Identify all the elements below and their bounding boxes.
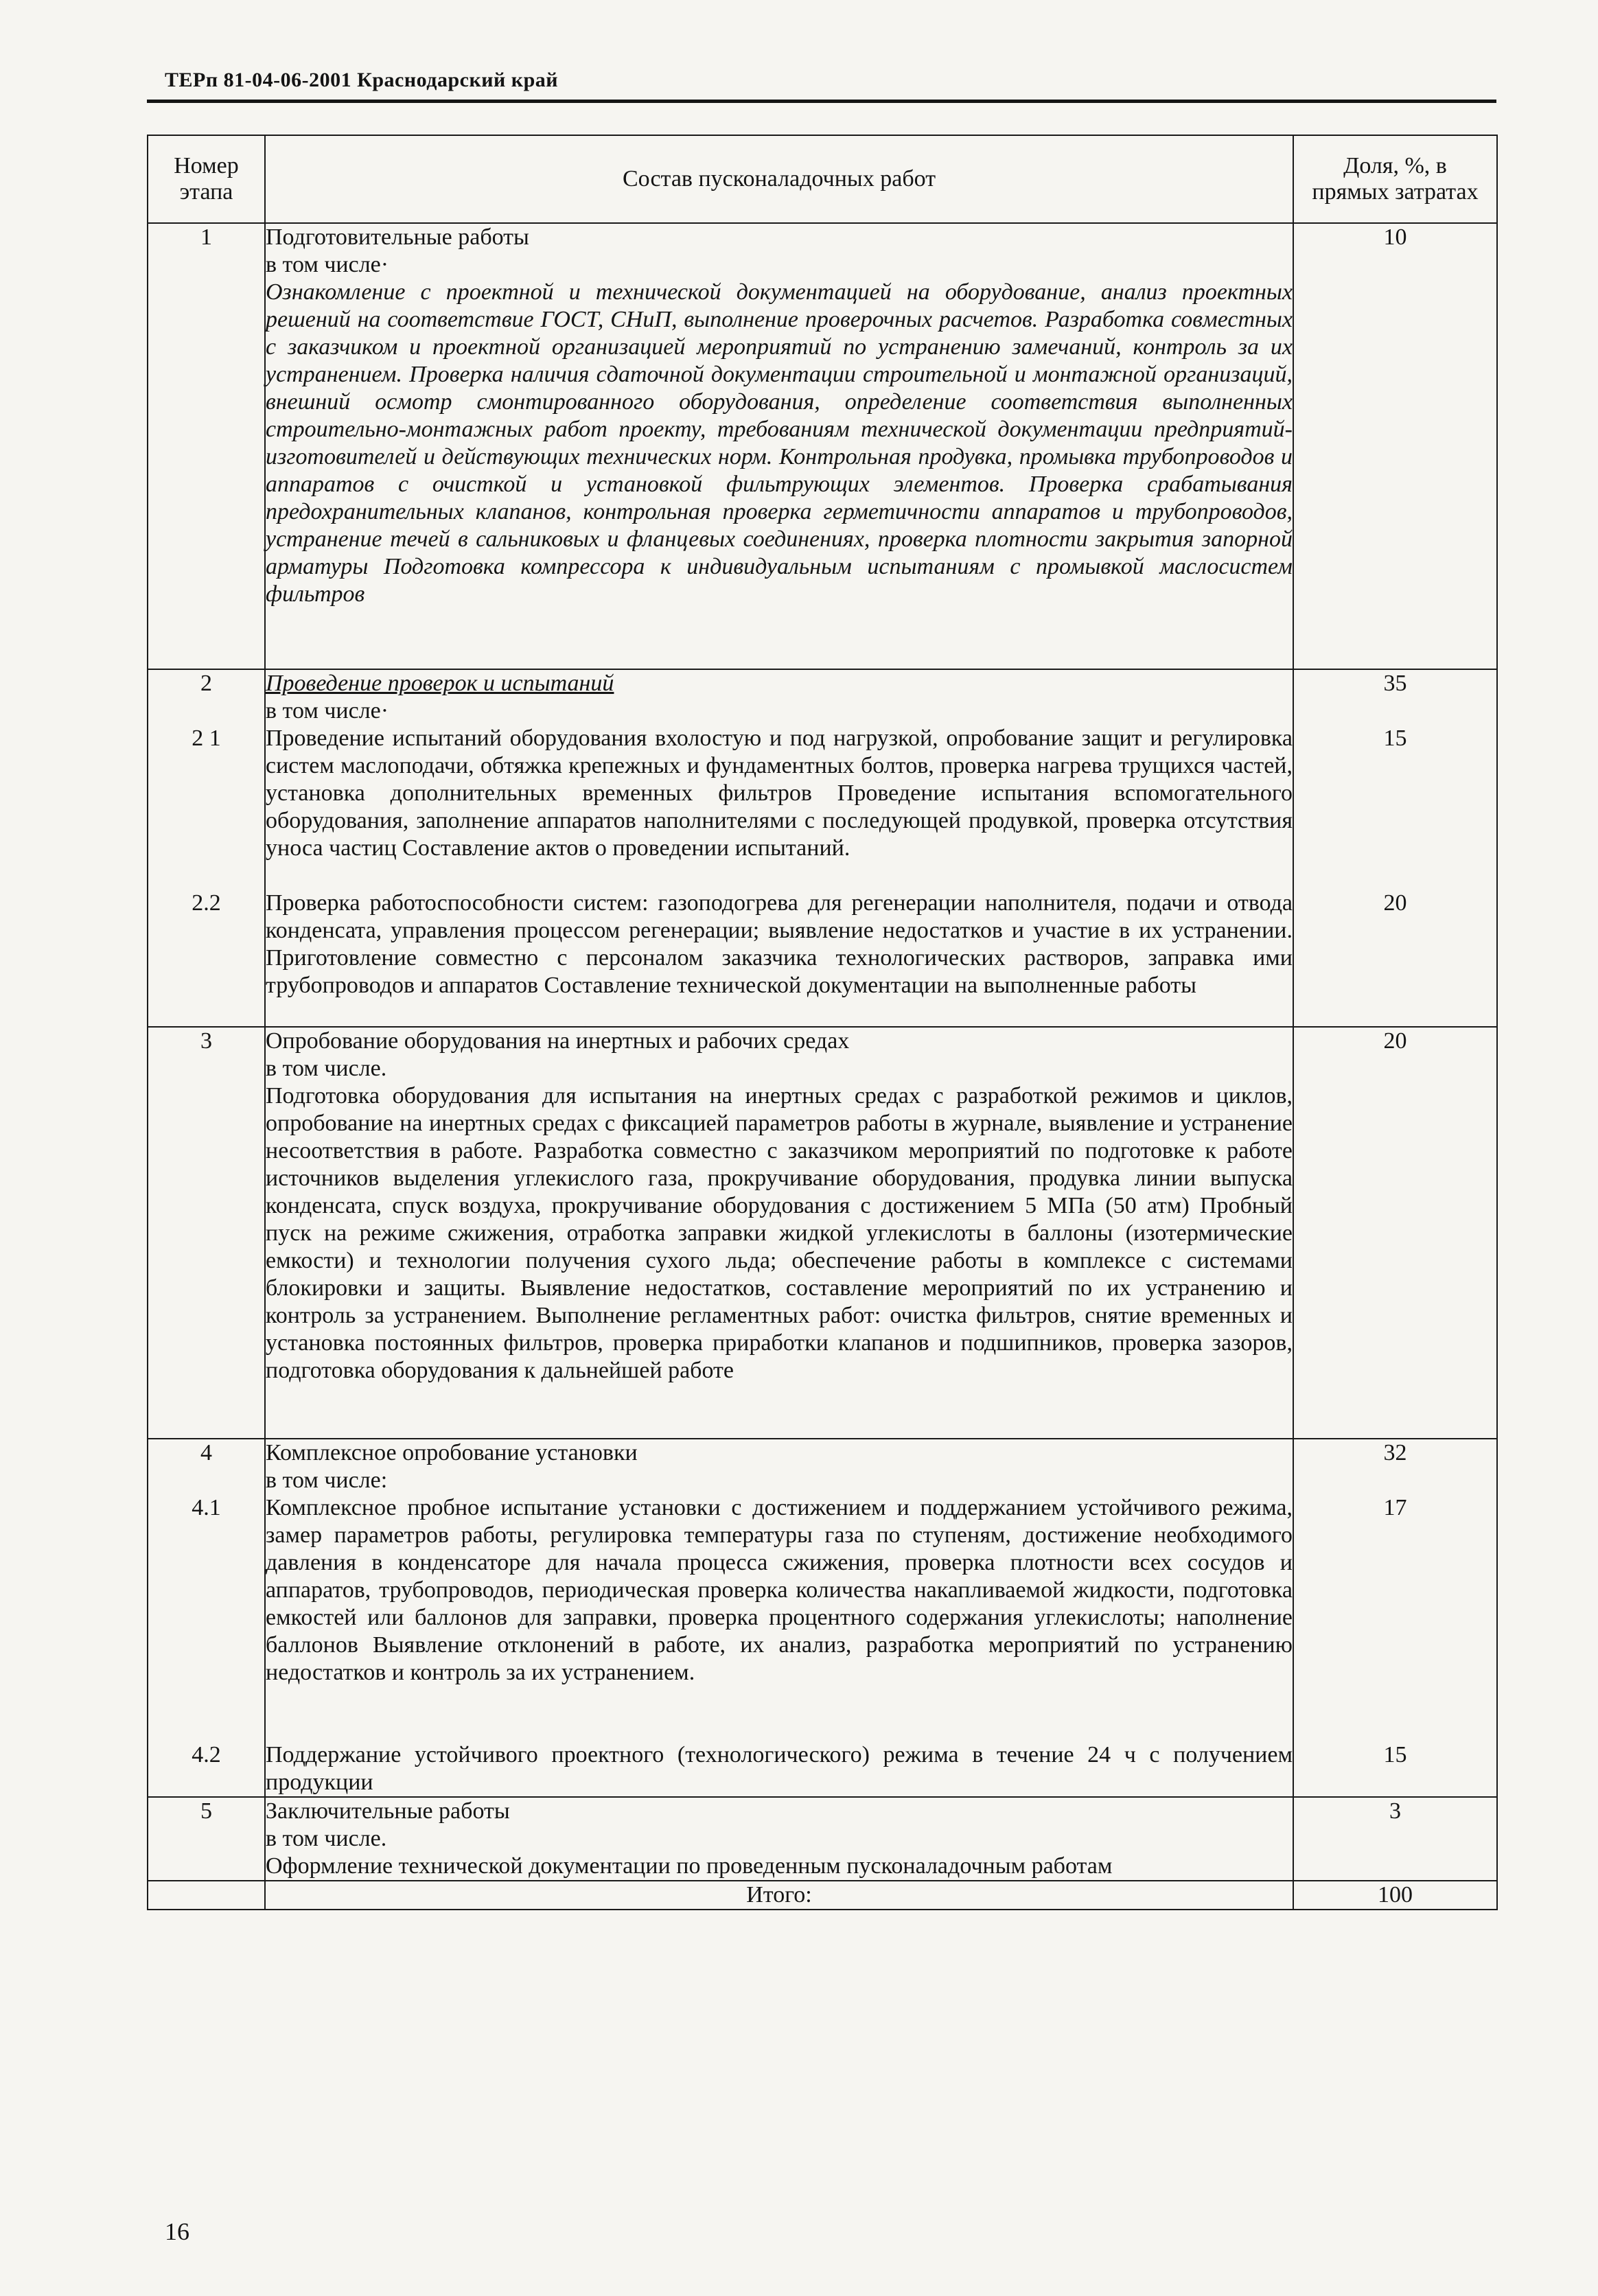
including-label: в том числе: <box>266 1468 388 1493</box>
stage-share: 15 <box>1293 1741 1497 1797</box>
stage-number: 2.2 <box>148 890 265 1027</box>
stage-description <box>265 890 1293 1027</box>
including-label: в том числе· <box>266 698 389 723</box>
stage-share: 32 <box>1293 1439 1497 1494</box>
stage-share: 20 <box>1293 890 1497 1027</box>
stage-description <box>265 223 1293 669</box>
stage-title: Опробование оборудования на инертных и рабочих средах <box>266 1028 850 1054</box>
total-value: 100 <box>1293 1881 1497 1910</box>
stage-description <box>265 669 1293 725</box>
stage-share: 3 <box>1293 1797 1497 1881</box>
stage-title: Комплексное опробование установки <box>266 1440 638 1465</box>
stage-description <box>265 1741 1293 1797</box>
stage-number: 4 <box>148 1439 265 1494</box>
table-row <box>148 1027 1497 1439</box>
stage-title: Проведение проверок и испытаний <box>266 671 614 696</box>
column-header-desc: Состав пусконаладочных работ <box>265 135 1293 223</box>
total-label: Итого: <box>265 1881 1293 1910</box>
stage-number: 1 <box>148 223 265 669</box>
column-header-num: Номер этапа <box>148 135 265 223</box>
stage-share: 17 <box>1293 1494 1497 1741</box>
stage-number: 4.1 <box>148 1494 265 1741</box>
stage-description <box>265 1797 1293 1881</box>
column-header-share: Доля, %, в прямых затратах <box>1293 135 1497 223</box>
table-row <box>148 223 1497 669</box>
including-label: в том числе. <box>266 1056 387 1081</box>
stage-number: 4.2 <box>148 1741 265 1797</box>
stage-title: Подготовительные работы <box>266 224 529 250</box>
stage-text: Поддержание устойчивого проектного (технологического) режима в течение 24 ч с получением продукции <box>266 1742 1293 1795</box>
stage-text: Подготовка оборудования для испытания на инертных средах с разработкой режимов и циклов, опробование на инертных средах с фиксацией параметров работы в журнале, выявление и устранение несоответствия в работе. Разработка совместно с заказчиком мероприятий по подготовке к работе источников выделения углекислого газа, прокручивание оборудования, продувка линии выпуска конденсата, спуск воздуха, прокручивание оборудования с достижением 5 МПа (50 атм) Пробный пуск на режиме сжижения, отработка заправки жидкой углекислоты в баллоны (изотермические емкости) и технологии получения сухого льда; обеспечение работы в комплексе с системами блокировки и защиты. Выявление недостатков, составление мероприятий по их устранению и контроль за устранением. Выполнение регламентных работ: очистка фильтров, снятие временных и установка постоянных фильтров, проверка приработки клапанов и подшипников, проверка зазоров, подготовка оборудования к дальнейшей работе <box>266 1083 1293 1383</box>
stage-text: Оформление технической документации по проведенным пусконаладочным работам <box>266 1853 1113 1879</box>
including-label: в том числе· <box>266 252 389 277</box>
table-header-row <box>148 135 1497 223</box>
total-empty-cell <box>148 1881 265 1910</box>
table-row <box>148 1741 1497 1797</box>
stage-share: 10 <box>1293 223 1497 669</box>
stage-text: Комплексное пробное испытание установки с достижением и поддержанием устойчивого режима, замер параметров работы, регулировка температуры газа по ступеням, достижение необходимого давления в конденсаторе для начала процесса сжижения, проверка плотности всех сосудов и аппаратов, трубопроводов, периодическая проверка количества накапливаемой жидкости, подготовка емкостей или баллонов для заправки, проверка процентного содержания углекислоты; наполнение баллонов Выявление отклонений в работе, их анализ, разработка мероприятий по устранению недостатков и контроль за их устранением. <box>266 1495 1293 1685</box>
stage-text: Проверка работоспособности систем: газоподогрева для регенерации наполнителя, подачи и отвода конденсата, управления процессом регенерации; выявление недостатков и участие в их устранении. Приготовление совместно с персоналом заказчика технологических растворов, заправка ими трубопроводов и аппаратов Составление технической документации на выполненные работы <box>266 890 1293 998</box>
stage-description <box>265 725 1293 890</box>
stage-text: Ознакомление с проектной и технической документацией на оборудование, анализ проектных решений на соответствие ГОСТ, СНиП, выполнение проверочных расчетов. Разработка совместных с заказчиком и проектной организацией мероприятий по устранению замечаний, контроль за их устранением. Проверка наличия сдаточной документации строительной и монтажной организаций, внешний осмотр смонтированного оборудования, определение соответствия выполненных строительно-монтажных работ проекту, требованиям технической документации предприятий-изготовителей и действующих технических норм. Контрольная продувка, промывка трубопроводов и аппаратов с очисткой и установкой фильтрующих элементов. Проверка срабатывания предохранительных клапанов, контрольная проверка герметичности аппаратов и трубопроводов, устранение течей в сальниковых и фланцевых соединениях, проверка плотности закрытия запорной арматуры Подготовка компрессора к индивидуальным испытаниям с промывкой маслосистем фильтров <box>266 279 1293 607</box>
stage-number: 3 <box>148 1027 265 1439</box>
table-row <box>148 1439 1497 1494</box>
stage-description <box>265 1027 1293 1439</box>
table-row <box>148 669 1497 725</box>
including-label: в том числе. <box>266 1826 387 1851</box>
stage-description <box>265 1439 1293 1494</box>
stage-share: 15 <box>1293 725 1497 890</box>
header-rule <box>147 100 1496 103</box>
stage-title: Заключительные работы <box>266 1798 510 1824</box>
stage-number: 2 <box>148 669 265 725</box>
stage-number: 5 <box>148 1797 265 1881</box>
stage-description <box>265 1494 1293 1741</box>
works-table <box>147 135 1498 1910</box>
table-row <box>148 1494 1497 1741</box>
stage-text: Проведение испытаний оборудования вхолостую и под нагрузкой, опробование защит и регулировка систем маслоподачи, обтяжка крепежных и фундаментных болтов, проверка нагрева трущихся частей, установка дополнительных временных фильтров Проведение испытания вспомогательного оборудования, заполнение аппаратов наполнителями с последующей продувкой, проверка отсутствия уноса частиц Составление актов о проведении испытаний. <box>266 726 1293 861</box>
table-row <box>148 725 1497 890</box>
page-number: 16 <box>165 2218 189 2245</box>
total-row <box>148 1881 1497 1910</box>
stage-number: 2 1 <box>148 725 265 890</box>
stage-share: 20 <box>1293 1027 1497 1439</box>
table-row <box>148 890 1497 1027</box>
document-header: ТЕРп 81-04-06-2001 Краснодарский край <box>165 69 559 91</box>
table-row <box>148 1797 1497 1881</box>
stage-share: 35 <box>1293 669 1497 725</box>
